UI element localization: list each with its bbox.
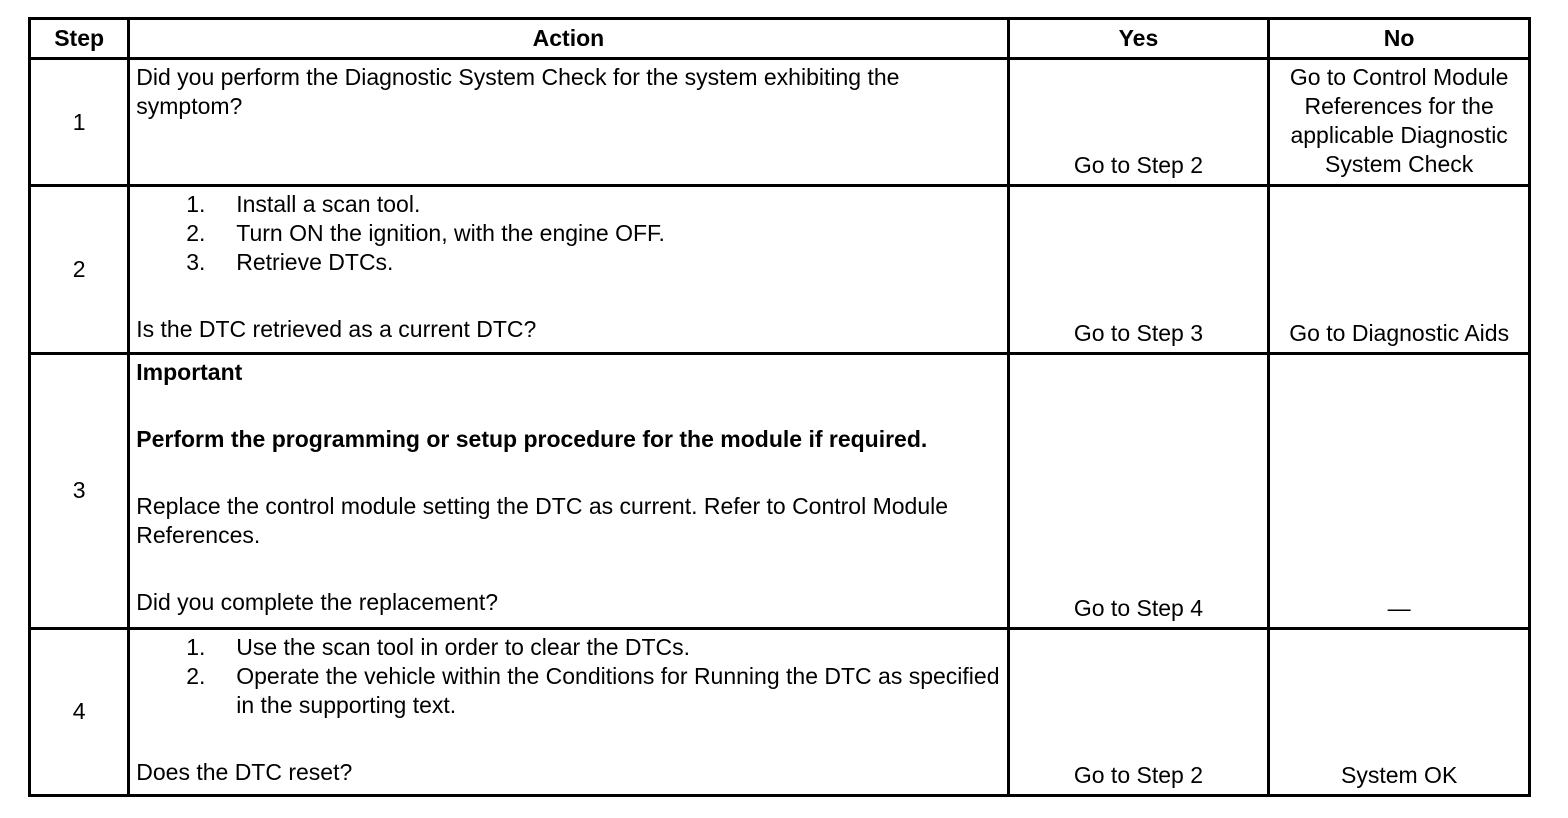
list-item-text: Operate the vehicle within the Conditions for Running the DTC as specified in the supporting text.	[236, 662, 1000, 718]
list-item	[136, 190, 1000, 219]
action-instruction: Replace the control module setting the DTC as current. Refer to Control Module References.	[136, 492, 949, 548]
header-row	[30, 19, 1530, 59]
yes-cell: Go to Step 2	[1008, 628, 1269, 795]
list-item-text: Retrieve DTCs.	[236, 249, 394, 276]
list-item-number: 2.	[186, 220, 206, 247]
no-cell: —	[1269, 353, 1530, 628]
table-row-step-3	[30, 353, 1530, 628]
instruction-list	[136, 190, 1000, 277]
list-item-text: Install a scan tool.	[236, 191, 421, 218]
step-number: 1	[30, 59, 129, 186]
list-item-number: 3.	[186, 249, 206, 276]
no-cell: Go to Diagnostic Aids	[1269, 186, 1530, 353]
instruction-list	[136, 633, 1000, 720]
header-no: No	[1269, 19, 1530, 59]
action-cell	[129, 186, 1008, 353]
list-item	[136, 662, 1000, 720]
action-question: Is the DTC retrieved as a current DTC?	[136, 316, 537, 343]
no-cell: Go to Control Module References for the applicable Diagnostic System Check	[1269, 59, 1530, 186]
list-item-number: 2.	[186, 662, 206, 689]
table-row-step-1	[30, 59, 1530, 186]
step-number: 4	[30, 628, 129, 795]
important-note: Perform the programming or setup procedure for the module if required.	[136, 425, 928, 452]
list-item-number: 1.	[186, 633, 206, 660]
list-item	[136, 219, 1000, 248]
list-item-text: Turn ON the ignition, with the engine OFF.	[236, 220, 665, 247]
action-question: Did you complete the replacement?	[136, 588, 499, 615]
diagnostic-table	[28, 17, 1531, 797]
important-heading: Important	[136, 358, 243, 385]
list-item-text: Use the scan tool in order to clear the DTCs.	[236, 633, 691, 660]
header-action: Action	[129, 19, 1008, 59]
header-step: Step	[30, 19, 129, 59]
yes-cell: Go to Step 4	[1008, 353, 1269, 628]
table-row-step-2	[30, 186, 1530, 353]
list-item	[136, 633, 1000, 662]
action-cell	[129, 59, 1008, 186]
action-question: Does the DTC reset?	[136, 758, 353, 785]
header-yes: Yes	[1008, 19, 1269, 59]
list-item-number: 1.	[186, 191, 206, 218]
yes-cell: Go to Step 2	[1008, 59, 1269, 186]
list-item	[136, 248, 1000, 277]
yes-cell: Go to Step 3	[1008, 186, 1269, 353]
table-row-step-4	[30, 628, 1530, 795]
action-cell	[129, 628, 1008, 795]
step-number: 3	[30, 353, 129, 628]
action-cell	[129, 353, 1008, 628]
no-cell: System OK	[1269, 628, 1530, 795]
action-question: Did you perform the Diagnostic System Check for the system exhibiting the symptom?	[136, 64, 900, 120]
step-number: 2	[30, 186, 129, 353]
